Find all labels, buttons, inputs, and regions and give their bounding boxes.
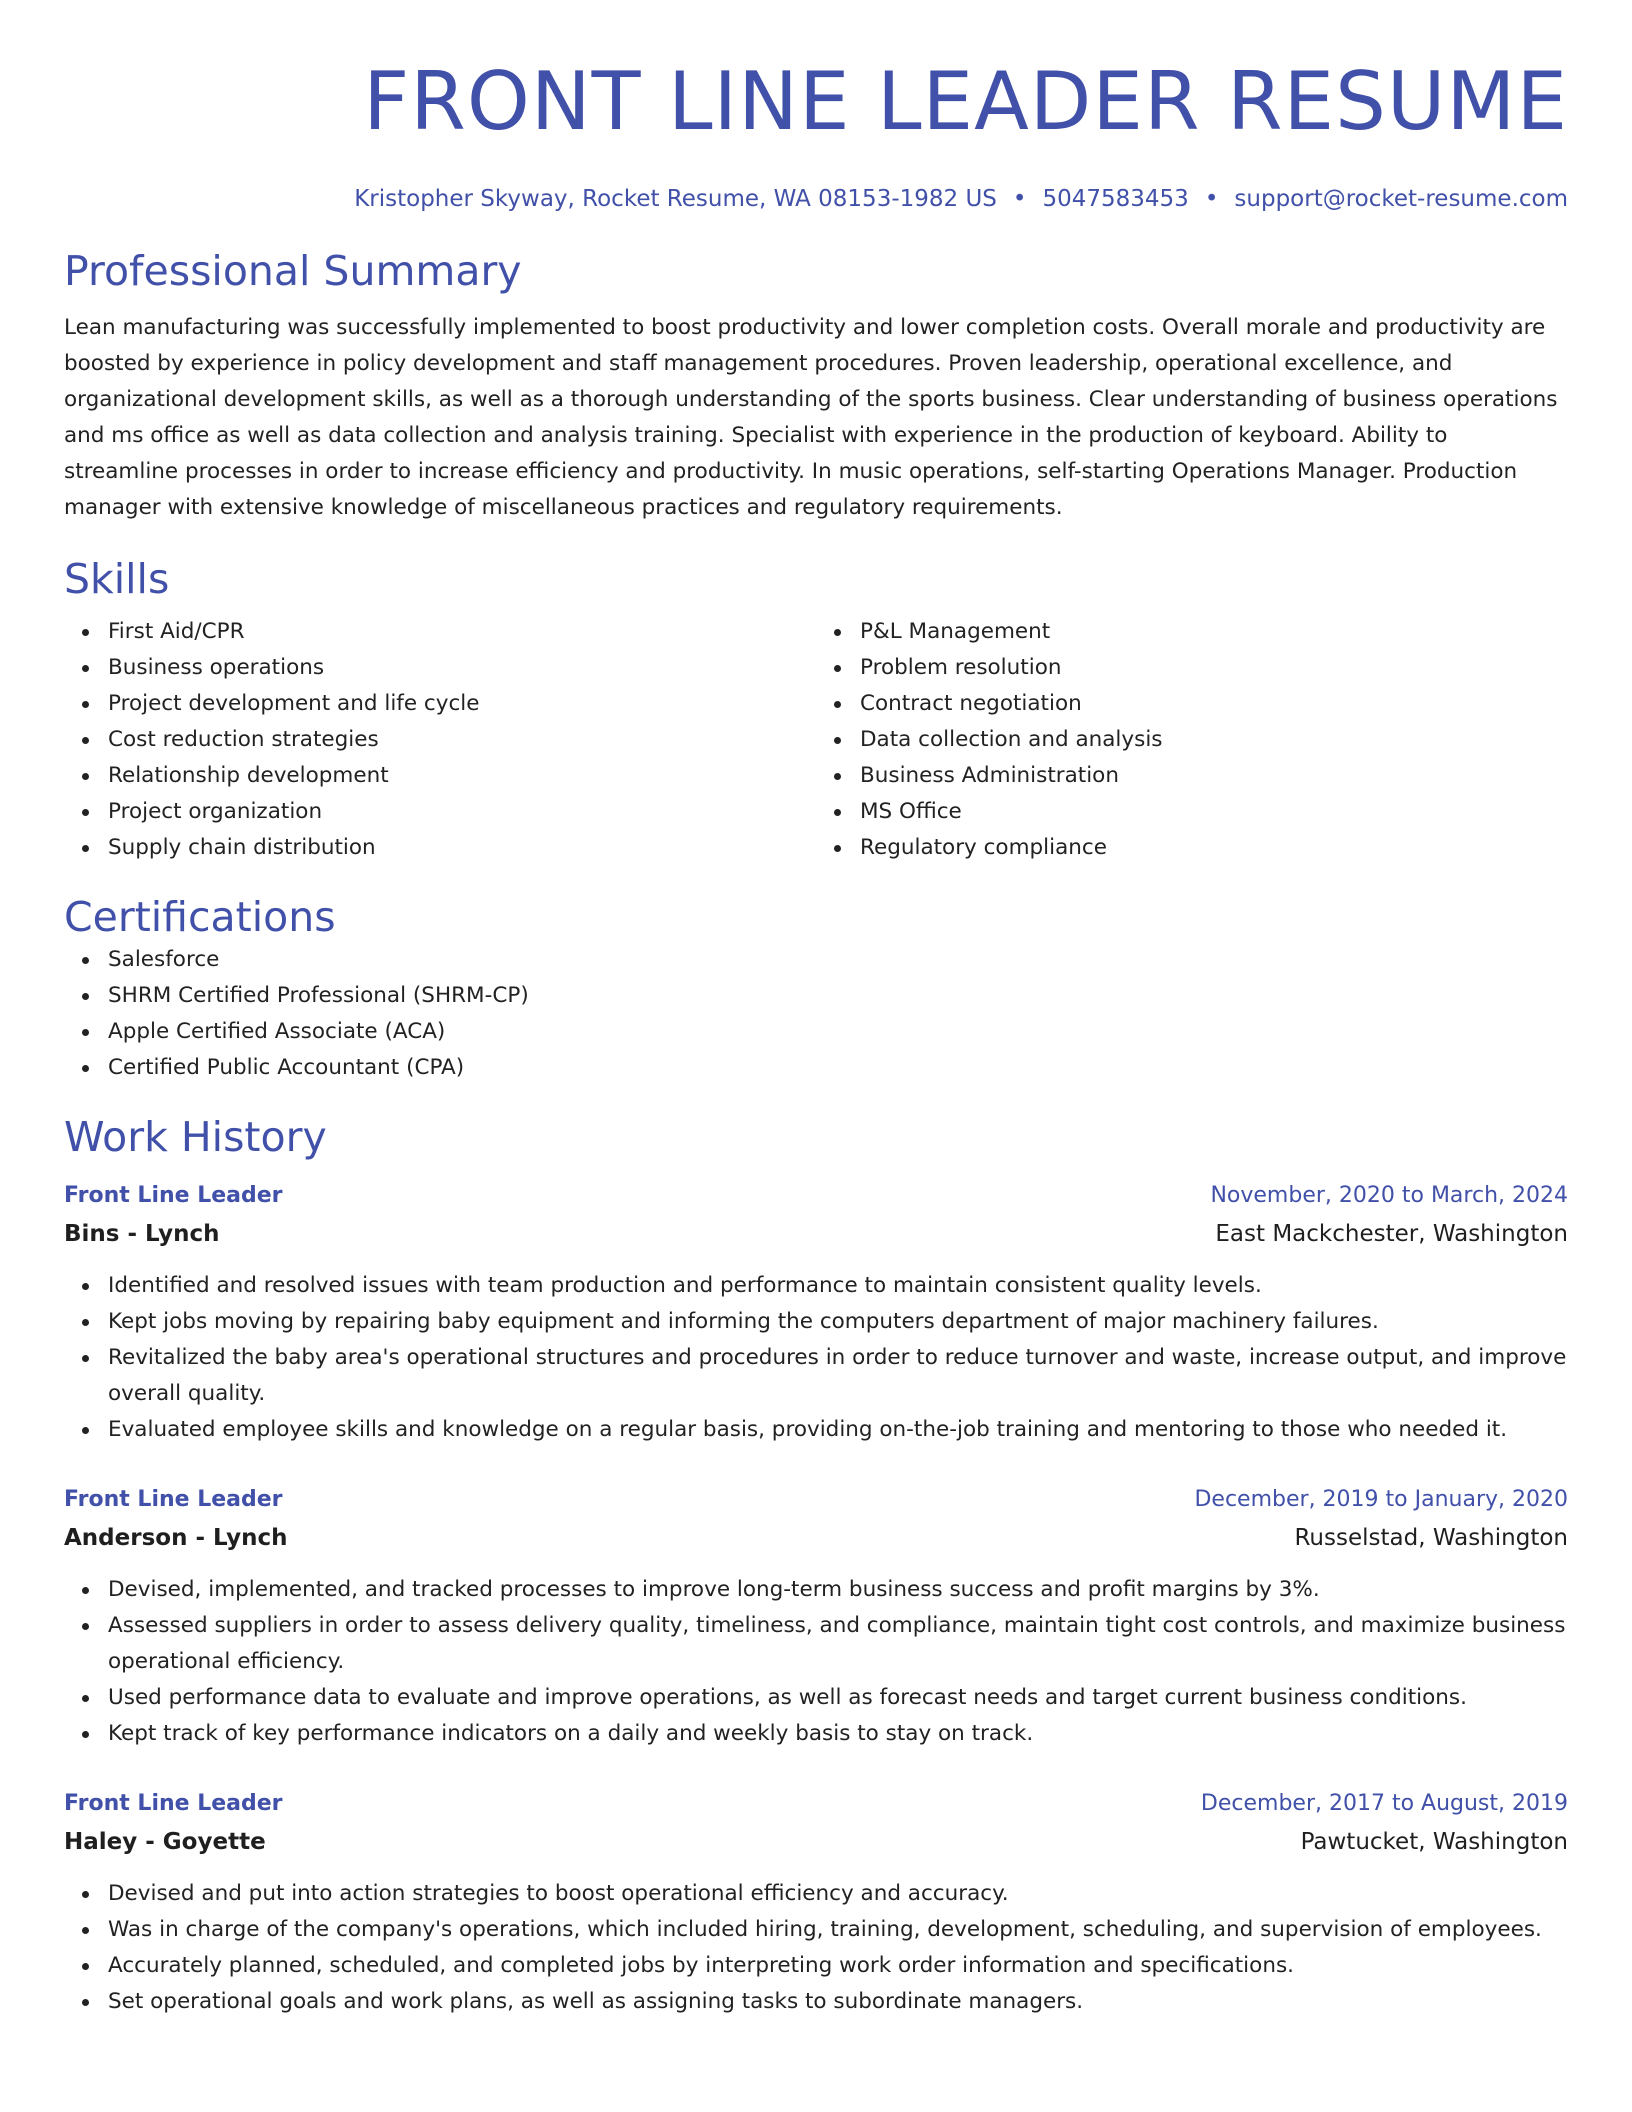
resume-page — [64, 52, 1568, 2020]
resume-title: FRONT LINE LEADER RESUME — [363, 55, 1568, 148]
job-location: Russelstad, Washington — [1294, 1525, 1568, 1551]
summary-text: Lean manufacturing was successfully implemented to boost productivity and lower completion costs. Overall morale and productivity are boosted by experience in policy development and staff management procedures. Proven leadership, operational excellence, and organizational development skills, as well as a thorough understanding of the sports business. Clear understanding of business operations and ms office as well as data collection and analysis training. Specialist with experience in the production of keyboard. Ability to streamline processes in order to increase efficiency and productivity. In music operations, self-starting Operations Manager. Production manager with extensive knowledge of miscellaneous practices and regulatory requirements. — [64, 315, 1558, 520]
job-company: Anderson - Lynch — [64, 1525, 288, 1551]
certifications-heading: Certifications — [64, 893, 336, 941]
job-dates: December, 2019 to January, 2020 — [1194, 1487, 1568, 1512]
skill-item: Business Administration — [860, 758, 1568, 794]
contact-separator: • — [1204, 186, 1219, 212]
skill-item: Project organization — [108, 794, 816, 830]
job-bullet: Evaluated employee skills and knowledge on a regular basis, providing on-the-job training and mentoring to those who needed it. — [108, 1412, 1568, 1448]
contact-email: support@rocket-resume.com — [1234, 186, 1568, 212]
job-subheader — [64, 1214, 1568, 1254]
skill-item: Project development and life cycle — [108, 686, 816, 722]
skill-item: MS Office — [860, 794, 1568, 830]
job-location: East Mackchester, Washington — [1215, 1221, 1568, 1247]
skills-list-left — [64, 614, 816, 866]
job-entry — [64, 1178, 1568, 1448]
contact-address: Kristopher Skyway, Rocket Resume, WA 08153-1982 US — [354, 186, 997, 212]
skill-item: Supply chain distribution — [108, 830, 816, 866]
skill-item: Regulatory compliance — [860, 830, 1568, 866]
job-subheader — [64, 1822, 1568, 1862]
job-title: Front Line Leader — [64, 1487, 283, 1512]
job-dates: December, 2017 to August, 2019 — [1200, 1791, 1568, 1816]
job-bullets — [64, 1268, 1568, 1448]
job-title: Front Line Leader — [64, 1183, 283, 1208]
job-bullet: Accurately planned, scheduled, and completed jobs by interpreting work order information and specifications. — [108, 1948, 1568, 1984]
skill-item: Cost reduction strategies — [108, 722, 816, 758]
skill-item: First Aid/CPR — [108, 614, 816, 650]
contact-line — [64, 184, 1568, 214]
work-history-heading: Work History — [64, 1113, 327, 1161]
job-header — [64, 1786, 1568, 1822]
job-header — [64, 1482, 1568, 1518]
job-location: Pawtucket, Washington — [1300, 1829, 1568, 1855]
job-bullet: Was in charge of the company's operations, which included hiring, training, development, scheduling, and supervision of employees. — [108, 1912, 1568, 1948]
job-bullet: Used performance data to evaluate and improve operations, as well as forecast needs and target current business conditions. — [108, 1680, 1568, 1716]
skill-item: Data collection and analysis — [860, 722, 1568, 758]
certification-item: SHRM Certified Professional (SHRM-CP) — [108, 978, 1568, 1014]
skills-list-right — [816, 614, 1568, 866]
job-dates: November, 2020 to March, 2024 — [1210, 1183, 1568, 1208]
skill-item: Problem resolution — [860, 650, 1568, 686]
job-entry — [64, 1786, 1568, 2020]
job-company: Bins - Lynch — [64, 1221, 220, 1247]
job-bullet: Kept jobs moving by repairing baby equipment and informing the computers department of major machinery failures. — [108, 1304, 1568, 1340]
skill-item: Business operations — [108, 650, 816, 686]
contact-phone: 5047583453 — [1042, 186, 1189, 212]
job-bullet: Devised and put into action strategies to boost operational efficiency and accuracy. — [108, 1876, 1568, 1912]
job-entry — [64, 1482, 1568, 1752]
job-bullet: Kept track of key performance indicators on a daily and weekly basis to stay on track. — [108, 1716, 1568, 1752]
certifications-list — [64, 942, 1568, 1086]
job-bullet: Set operational goals and work plans, as well as assigning tasks to subordinate managers. — [108, 1984, 1568, 2020]
job-header — [64, 1178, 1568, 1214]
skill-item: Contract negotiation — [860, 686, 1568, 722]
job-title: Front Line Leader — [64, 1791, 283, 1816]
certification-item: Salesforce — [108, 942, 1568, 978]
job-company: Haley - Goyette — [64, 1829, 266, 1855]
job-bullet: Devised, implemented, and tracked processes to improve long-term business success and profit margins by 3%. — [108, 1572, 1568, 1608]
job-bullets — [64, 1572, 1568, 1752]
job-bullets — [64, 1876, 1568, 2020]
skill-item: P&L Management — [860, 614, 1568, 650]
skills-columns — [64, 614, 1568, 866]
job-bullet: Assessed suppliers in order to assess delivery quality, timeliness, and compliance, maintain tight cost controls, and maximize business operational efficiency. — [108, 1608, 1568, 1680]
job-subheader — [64, 1518, 1568, 1558]
certification-item: Apple Certified Associate (ACA) — [108, 1014, 1568, 1050]
contact-separator: • — [1012, 186, 1027, 212]
summary-heading: Professional Summary — [64, 247, 522, 295]
skills-heading: Skills — [64, 555, 170, 603]
certification-item: Certified Public Accountant (CPA) — [108, 1050, 1568, 1086]
skill-item: Relationship development — [108, 758, 816, 794]
job-bullet: Identified and resolved issues with team production and performance to maintain consistent quality levels. — [108, 1268, 1568, 1304]
job-bullet: Revitalized the baby area's operational structures and procedures in order to reduce turnover and waste, increase output, and improve overall quality. — [108, 1340, 1568, 1412]
